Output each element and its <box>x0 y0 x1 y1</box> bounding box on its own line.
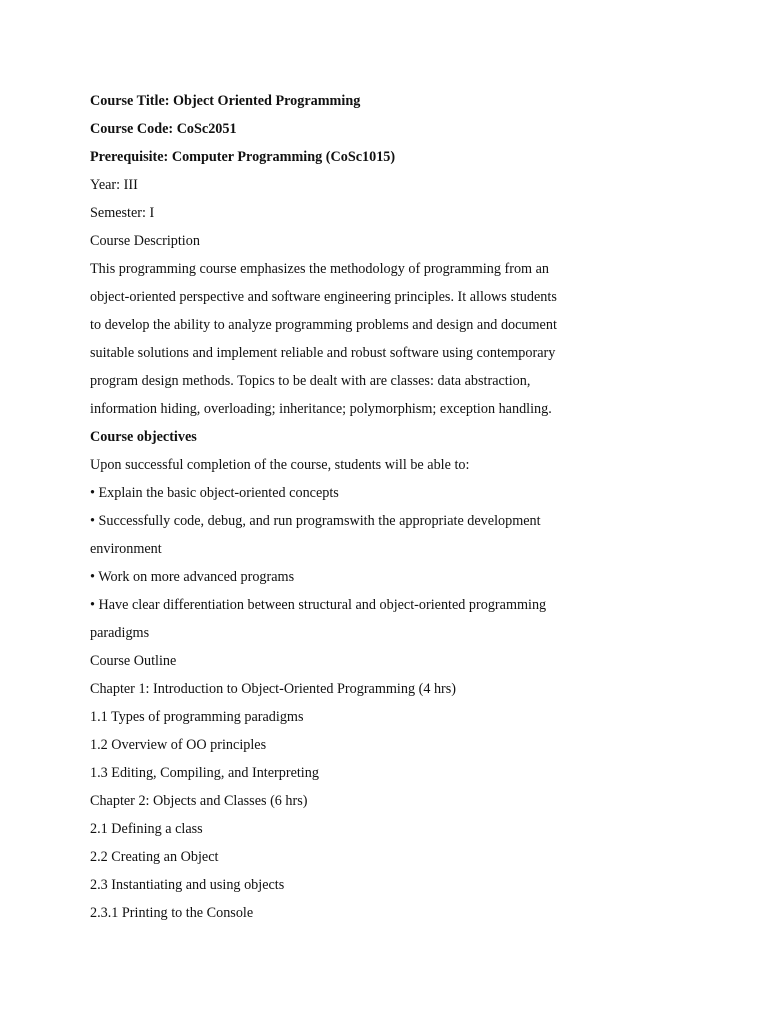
outline-item: 1.1 Types of programming paradigms <box>90 709 304 725</box>
outline-item: 2.1 Defining a class <box>90 821 203 837</box>
outline-item: 2.3.1 Printing to the Console <box>90 905 254 921</box>
outline-item: 2.3 Instantiating and using objects <box>90 877 285 893</box>
outline-item: Chapter 2: Objects and Classes (6 hrs) <box>90 793 308 809</box>
description-heading: Course Description <box>90 233 200 249</box>
outline-item: Chapter 1: Introduction to Object-Oriented Programming (4 hrs) <box>90 681 457 697</box>
description-line: suitable solutions and implement reliable and robust software using contemporary <box>90 345 556 361</box>
objectives-intro: Upon successful completion of the course, students will be able to: <box>90 457 470 473</box>
outline-item: 1.3 Editing, Compiling, and Interpreting <box>90 765 319 781</box>
document-page <box>90 87 560 927</box>
course-prerequisite: Prerequisite: Computer Programming (CoSc1015) <box>90 149 396 165</box>
objective-item: • Explain the basic object-oriented concepts <box>90 485 339 501</box>
course-code: Course Code: CoSc2051 <box>90 121 237 137</box>
description-line: object-oriented perspective and software engineering principles. It allows students <box>90 289 557 305</box>
objective-item: paradigms <box>90 625 150 641</box>
course-title: Course Title: Object Oriented Programming <box>90 93 361 109</box>
outline-item: 1.2 Overview of OO principles <box>90 737 267 753</box>
outline-heading: Course Outline <box>90 653 177 669</box>
objectives-heading: Course objectives <box>90 429 197 445</box>
objective-item: environment <box>90 541 162 557</box>
course-year: Year: III <box>90 177 138 193</box>
description-line: information hiding, overloading; inheritance; polymorphism; exception handling. <box>90 401 552 417</box>
description-line: to develop the ability to analyze programming problems and design and document <box>90 317 557 333</box>
objective-item: • Work on more advanced programs <box>90 569 295 585</box>
objective-item: • Successfully code, debug, and run programswith the appropriate development <box>90 513 541 529</box>
description-line: This programming course emphasizes the methodology of programming from an <box>90 261 550 277</box>
objective-item: • Have clear differentiation between structural and object-oriented programming <box>90 597 547 613</box>
description-line: program design methods. Topics to be dealt with are classes: data abstraction, <box>90 373 531 389</box>
course-semester: Semester: I <box>90 205 155 221</box>
outline-item: 2.2 Creating an Object <box>90 849 219 865</box>
